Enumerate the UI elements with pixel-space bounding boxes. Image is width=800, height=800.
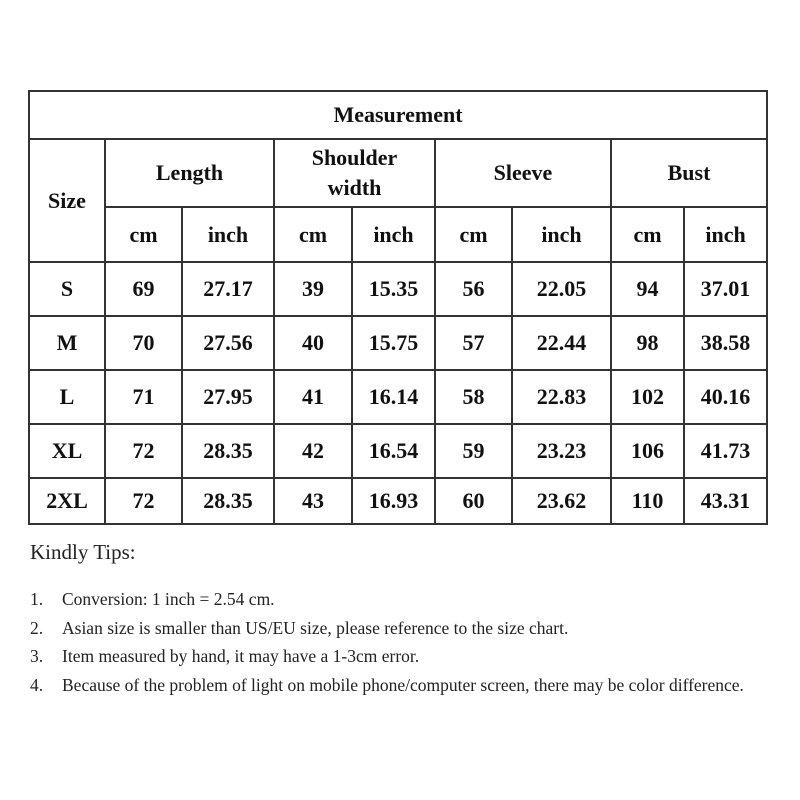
tip-number: 4. xyxy=(30,674,44,695)
tip-text: Asian size is smaller than US/EU size, please reference to the size chart. xyxy=(62,617,569,638)
value-cell: 102 xyxy=(611,370,684,424)
value-cell: 41 xyxy=(274,370,352,424)
table-row xyxy=(29,370,767,424)
group-header-length: Length xyxy=(105,139,274,207)
tip-text: Item measured by hand, it may have a 1-3cm error. xyxy=(62,646,420,666)
value-cell: 58 xyxy=(435,370,512,424)
tip-item xyxy=(30,642,800,671)
size-cell: L xyxy=(29,370,105,424)
size-cell: S xyxy=(29,262,105,316)
tip-text: Conversion: 1 inch = 2.54 cm. xyxy=(62,589,275,609)
tip-item xyxy=(30,585,800,614)
table-row xyxy=(29,316,767,370)
value-cell: 15.75 xyxy=(352,316,435,370)
value-cell: 43 xyxy=(274,478,352,524)
table-row xyxy=(29,262,767,316)
tip-number: 3. xyxy=(30,646,44,666)
value-cell: 16.93 xyxy=(352,478,435,524)
tip-item xyxy=(30,671,800,700)
value-cell: 27.56 xyxy=(182,316,274,370)
value-cell: 16.54 xyxy=(352,424,435,478)
value-cell: 37.01 xyxy=(684,262,767,316)
size-cell: XL xyxy=(29,424,105,478)
tip-number: 2. xyxy=(30,617,44,638)
value-cell: 39 xyxy=(274,262,352,316)
value-cell: 38.58 xyxy=(684,316,767,370)
tips-list xyxy=(30,585,800,699)
value-cell: 43.31 xyxy=(684,478,767,524)
size-header: Size xyxy=(29,139,105,262)
value-cell: 27.95 xyxy=(182,370,274,424)
unit-header: inch xyxy=(512,207,611,262)
value-cell: 28.35 xyxy=(182,424,274,478)
size-cell: 2XL xyxy=(29,478,105,524)
value-cell: 42 xyxy=(274,424,352,478)
tips-title: Kindly Tips: xyxy=(30,540,136,564)
tips-section xyxy=(30,540,800,699)
unit-header: inch xyxy=(352,207,435,262)
value-cell: 41.73 xyxy=(684,424,767,478)
value-cell: 22.05 xyxy=(512,262,611,316)
tip-number: 1. xyxy=(30,589,44,609)
group-header-bust: Bust xyxy=(611,139,767,207)
value-cell: 106 xyxy=(611,424,684,478)
value-cell: 56 xyxy=(435,262,512,316)
value-cell: 57 xyxy=(435,316,512,370)
unit-header: cm xyxy=(611,207,684,262)
unit-header: inch xyxy=(182,207,274,262)
tip-text: Because of the problem of light on mobile phone/computer screen, there may be color difference. xyxy=(62,674,744,695)
value-cell: 40.16 xyxy=(684,370,767,424)
value-cell: 22.44 xyxy=(512,316,611,370)
value-cell: 60 xyxy=(435,478,512,524)
unit-header: cm xyxy=(105,207,182,262)
value-cell: 59 xyxy=(435,424,512,478)
value-cell: 15.35 xyxy=(352,262,435,316)
value-cell: 69 xyxy=(105,262,182,316)
value-cell: 94 xyxy=(611,262,684,316)
value-cell: 110 xyxy=(611,478,684,524)
value-cell: 40 xyxy=(274,316,352,370)
tip-item xyxy=(30,614,800,643)
group-header-sleeve: Sleeve xyxy=(435,139,611,207)
table-row xyxy=(29,478,767,524)
group-header-shoulder: Shoulder width xyxy=(274,139,435,207)
unit-header: inch xyxy=(684,207,767,262)
value-cell: 22.83 xyxy=(512,370,611,424)
value-cell: 70 xyxy=(105,316,182,370)
units-row xyxy=(29,207,767,262)
value-cell: 72 xyxy=(105,424,182,478)
value-cell: 23.62 xyxy=(512,478,611,524)
value-cell: 27.17 xyxy=(182,262,274,316)
unit-header: cm xyxy=(274,207,352,262)
size-chart-table xyxy=(28,90,768,525)
table-title: Measurement xyxy=(29,91,767,139)
value-cell: 28.35 xyxy=(182,478,274,524)
unit-header: cm xyxy=(435,207,512,262)
table-row xyxy=(29,424,767,478)
value-cell: 23.23 xyxy=(512,424,611,478)
value-cell: 16.14 xyxy=(352,370,435,424)
size-cell: M xyxy=(29,316,105,370)
value-cell: 71 xyxy=(105,370,182,424)
value-cell: 98 xyxy=(611,316,684,370)
value-cell: 72 xyxy=(105,478,182,524)
